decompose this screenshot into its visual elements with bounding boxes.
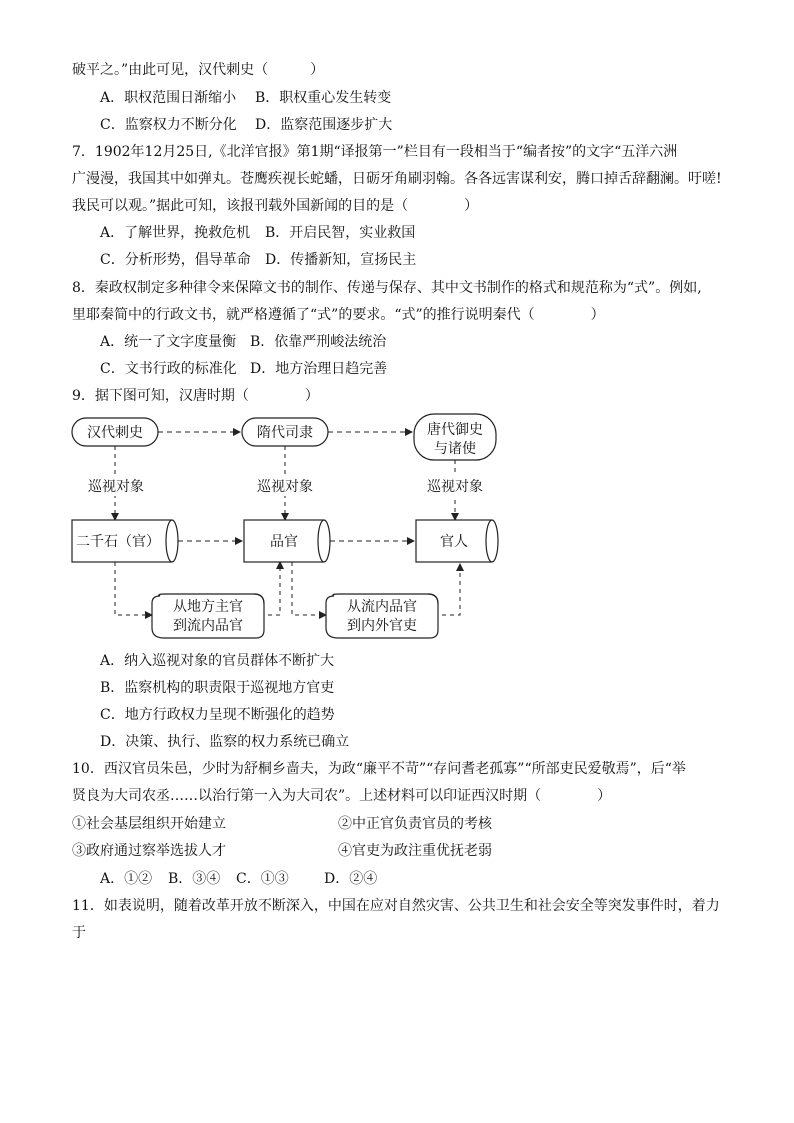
q6-option-a: A．职权范围日渐缩小 [100,90,237,106]
node-pinguan-label: 品官 [270,534,298,550]
q6-option-c: C．监察权力不断分化 [100,117,237,133]
node-pinguan [244,520,330,562]
q10-option-c: C．①③ [236,871,289,887]
q10-stem-line2: 贤良为大司农丞……以治行第一入为大司农”。上述材料可以印证西汉时期（ ） [72,788,612,804]
q10-stem-line1: 10．西汉官员朱邑，少时为舒桐乡啬夫，为政“廉平不苛”“存问耆老孤寡”“所部吏民爱敬焉”，后“举 [72,761,686,777]
q9-option-a: A．纳入巡视对象的官员群体不断扩大 [100,653,335,669]
node-tang-yushi [414,414,496,460]
q10-option-d: D．②④ [324,871,378,887]
node-han-cishi [72,418,158,446]
q10-item-2: ②中正官负责官员的考核 [338,816,492,832]
patrol-label-3: 巡视对象 [427,479,483,495]
q7-stem-line3: 我民可以观。”据此可知，该报刊载外国新闻的目的是（ ） [72,198,479,214]
q8-option-a: A．统一了文字度量衡 [100,334,237,350]
q8-option-b: B．依靠严刑峻法统治 [250,334,387,350]
q7-option-d: D．传播新知，宣扬民主 [265,252,417,268]
patrol-label-1: 巡视对象 [88,479,144,495]
scroll-local-officials [152,594,264,638]
q6-option-d: D．监察范围逐步扩大 [255,117,393,133]
q10-option-a: A．①② [100,871,153,887]
q7-option-b: B．开启民智，实业救国 [265,225,416,241]
node-sui-sili [242,418,328,446]
q9-option-c: C．地方行政权力呈现不断强化的趋势 [100,707,335,723]
q10-item-3: ③政府通过察举选拔人才 [72,843,226,859]
node-han-cishi-label: 汉代刺史 [87,425,143,441]
q9-option-b: B．监察机构的职责限于巡视地方官吏 [100,680,335,696]
patrol-label-2: 巡视对象 [257,479,313,495]
node-sui-sili-label: 隋代司隶 [257,425,313,441]
q6-option-b: B．职权重心发生转变 [255,90,392,106]
node-guanren-label: 官人 [440,534,468,550]
q10-item-4: ④官吏为政注重优抚老弱 [338,843,492,859]
q6-stem-tail: 破平之。”由此可见，汉代刺史（ ） [72,62,325,78]
scroll-ranked-label1: 从流内品官 [347,599,417,615]
scroll-ranked-officials [326,594,438,638]
q10-item-1: ①社会基层组织开始建立 [72,816,226,832]
q7-option-a: A．了解世界，挽救危机 [100,225,251,241]
q8-option-d: D．地方治理日趋完善 [250,361,388,377]
q8-stem-line2: 里耶秦简中的行政文书，就严格遵循了“式”的要求。“式”的推行说明秦代（ ） [72,307,605,323]
scroll-ranked-label2: 到内外官吏 [347,618,417,634]
q11-stem-line1: 11．如表说明，随着改革开放不断深入，中国在应对自然灾害、公共卫生和社会安全等突发事件时，着力 [72,898,720,914]
node-tang-yushi-label2: 与诸使 [434,441,476,457]
node-tang-yushi-label1: 唐代御史 [427,422,483,438]
q9-option-d: D．决策、执行、监察的权力系统已确立 [100,734,350,750]
q8-option-c: C．文书行政的标准化 [100,361,237,377]
q9-stem: 9．据下图可知，汉唐时期（ ） [72,388,319,404]
node-erqianshi [72,520,178,562]
q10-option-b: B．③④ [168,871,221,887]
node-guanren [416,520,498,562]
q7-stem-line1: 7．1902年12月25日,《北洋官报》第1期“译报第一”栏目有一段相当于“编者按”的文字“五洋六洲 [72,144,678,160]
q9-diagram [60,410,520,650]
node-erqianshi-label: 二千石（官） [76,534,160,550]
scroll-local-label2: 到流内品官 [173,618,243,634]
q11-stem-line2: 于 [72,925,86,941]
q7-stem-line2: 广漫漫，我国其中如弹丸。苍鹰疾视长蛇蟠，日砺牙角刷羽翰。各各远害谋利安，腾口掉舌辞翻澜。吁嗟! [72,171,722,187]
q7-option-c: C．分析形势，倡导革命 [100,252,251,268]
scroll-local-label1: 从地方主官 [173,599,243,615]
q8-stem-line1: 8．秦政权制定多种律令来保障文书的制作、传递与保存、其中文书制作的格式和规范称为“式”。例如, [72,280,702,296]
